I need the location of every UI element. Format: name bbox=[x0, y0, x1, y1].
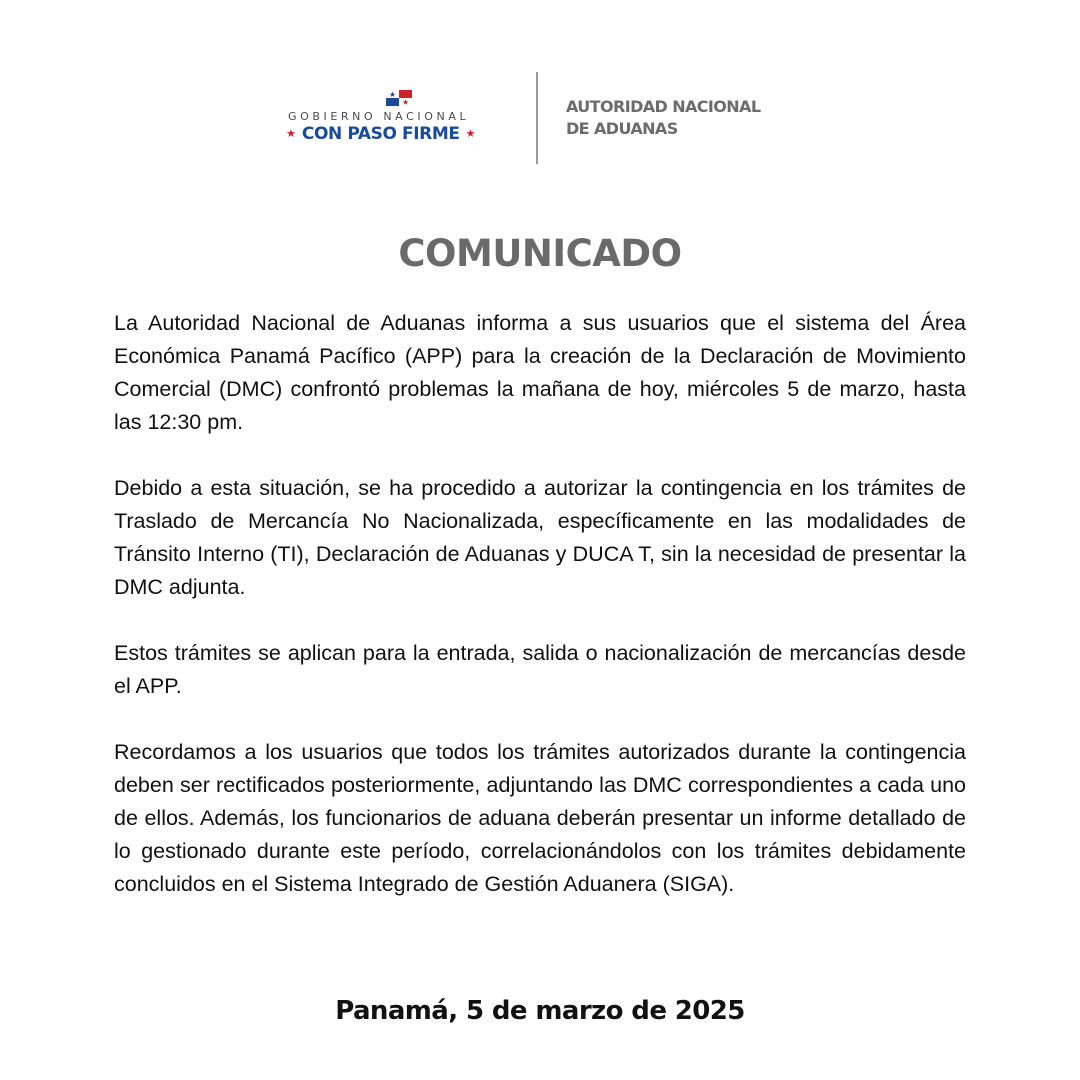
header-divider bbox=[536, 72, 538, 164]
agency-name-line1: AUTORIDAD NACIONAL bbox=[566, 97, 761, 116]
paragraph: Debido a esta situación, se ha procedido a autorizar la contingencia en los trámites de Traslado de Mercancía No Nacionalizada, específicamente en las modalidades de Tránsito Interno (TI), Declaración de Aduanas y DUCA T, sin la necesidad de presentar la DMC adjunta. bbox=[114, 476, 966, 599]
motto-row bbox=[286, 124, 516, 144]
star-icon: ★ bbox=[465, 127, 476, 140]
motto-text: CON PASO FIRME bbox=[301, 124, 460, 144]
page-title: COMUNICADO bbox=[398, 232, 682, 275]
agency-name bbox=[566, 96, 760, 140]
gobierno-nacional-text: GOBIERNO NACIONAL bbox=[288, 110, 470, 123]
paragraph: La Autoridad Nacional de Aduanas informa a sus usuarios que el sistema del Área Económica Panamá Pacífico (APP) para la creación de la Declaración de Movimiento Comercial (DMC) confrontó problemas la mañana de hoy, miércoles 5 de marzo, hasta las 12:30 pm. bbox=[114, 311, 966, 434]
paragraph: Estos trámites se aplican para la entrada, salida o nacionalización de mercancías desde el APP. bbox=[114, 641, 966, 698]
star-icon: ★ bbox=[286, 127, 296, 140]
place-date: Panamá, 5 de marzo de 2025 bbox=[335, 996, 745, 1026]
communique-body bbox=[114, 307, 966, 934]
header bbox=[0, 70, 1080, 166]
agency-name-line2: DE ADUANAS bbox=[566, 119, 678, 138]
panama-flag-icon bbox=[386, 90, 412, 106]
paragraph: Recordamos a los usuarios que todos los trámites autorizados durante la contingencia deben ser rectificados posteriormente, adjuntando las DMC correspondientes a cada uno de ellos. Además, los funcionarios de aduana deberán presentar un informe detallado de lo gestionado durante este período, correlacionándolos con los trámites debidamente concluidos en el Sistema Integrado de Gestión Aduanera (SIGA). bbox=[114, 740, 966, 896]
gobierno-nacional-logo bbox=[280, 88, 516, 150]
